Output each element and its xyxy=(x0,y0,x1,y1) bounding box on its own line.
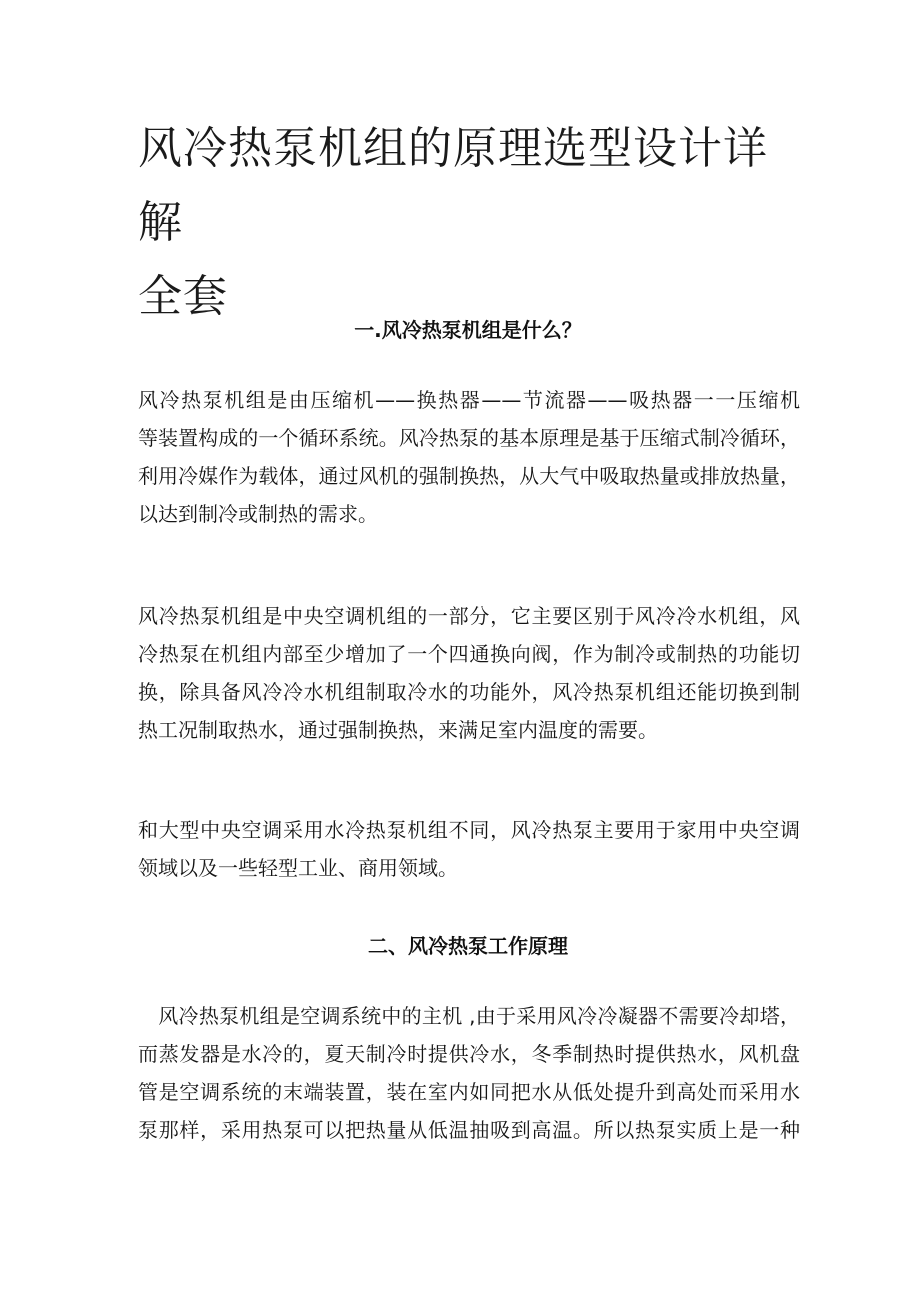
section2-paragraph1 xyxy=(138,997,800,1149)
section1-paragraph1 xyxy=(138,381,800,533)
text-line: 风冷热泵机组是中央空调机组的一部分，它主要区别于风冷冷水机组，风 xyxy=(138,604,800,628)
text-line: 热工况制取热水，通过强制换热，来满足室内温度的需要。 xyxy=(138,718,658,742)
text-line: 领域以及一些轻型工业、商用领域。 xyxy=(138,856,458,880)
title-line: 风冷热泵机组的原理选型设计详解 xyxy=(138,123,768,248)
text-line: 冷热泵在机组内部至少增加了一个四通换向阀，作为制冷或制热的功能切 xyxy=(138,642,800,666)
text-line: 泵那样，采用热泵可以把热量从低温抽吸到高温。所以热泵实质上是一种 xyxy=(138,1118,800,1142)
text-line: 利用冷媒作为载体，通过风机的强制换热，从大气中吸取热量或排放热量， xyxy=(138,464,800,488)
text-line: 风冷热泵机组是空调系统中的主机 ,由于采用风冷冷凝器不需要冷却塔， xyxy=(138,1004,800,1028)
section1-paragraph3 xyxy=(138,811,800,887)
document-title xyxy=(138,112,798,334)
title-line: 全套 xyxy=(138,271,228,322)
text-line: 换，除具备风冷冷水机组制取冷水的功能外，风冷热泵机组还能切换到制 xyxy=(138,680,800,704)
section1-heading: 一.风冷热泵机组是什么？ xyxy=(354,318,582,342)
section2-heading: 二、风冷热泵工作原理 xyxy=(368,934,568,958)
text-line: 以达到制冷或制热的需求。 xyxy=(138,502,378,526)
text-line: 和大型中央空调采用水冷热泵机组不同，风冷热泵主要用于家用中央空调 xyxy=(138,818,800,842)
text-line: 等装置构成的一个循环系统。风冷热泵的基本原理是基于压缩式制冷循环， xyxy=(138,426,800,450)
text-line: 风冷热泵机组是由压缩机——换热器——节流器——吸热器一一压缩机 xyxy=(138,388,800,412)
section1-paragraph2 xyxy=(138,597,800,749)
text-line: 管是空调系统的末端装置，装在室内如同把水从低处提升到高处而采用水 xyxy=(138,1080,800,1104)
text-line: 而蒸发器是水冷的，夏天制冷时提供冷水，冬季制热时提供热水，风机盘 xyxy=(138,1042,800,1066)
